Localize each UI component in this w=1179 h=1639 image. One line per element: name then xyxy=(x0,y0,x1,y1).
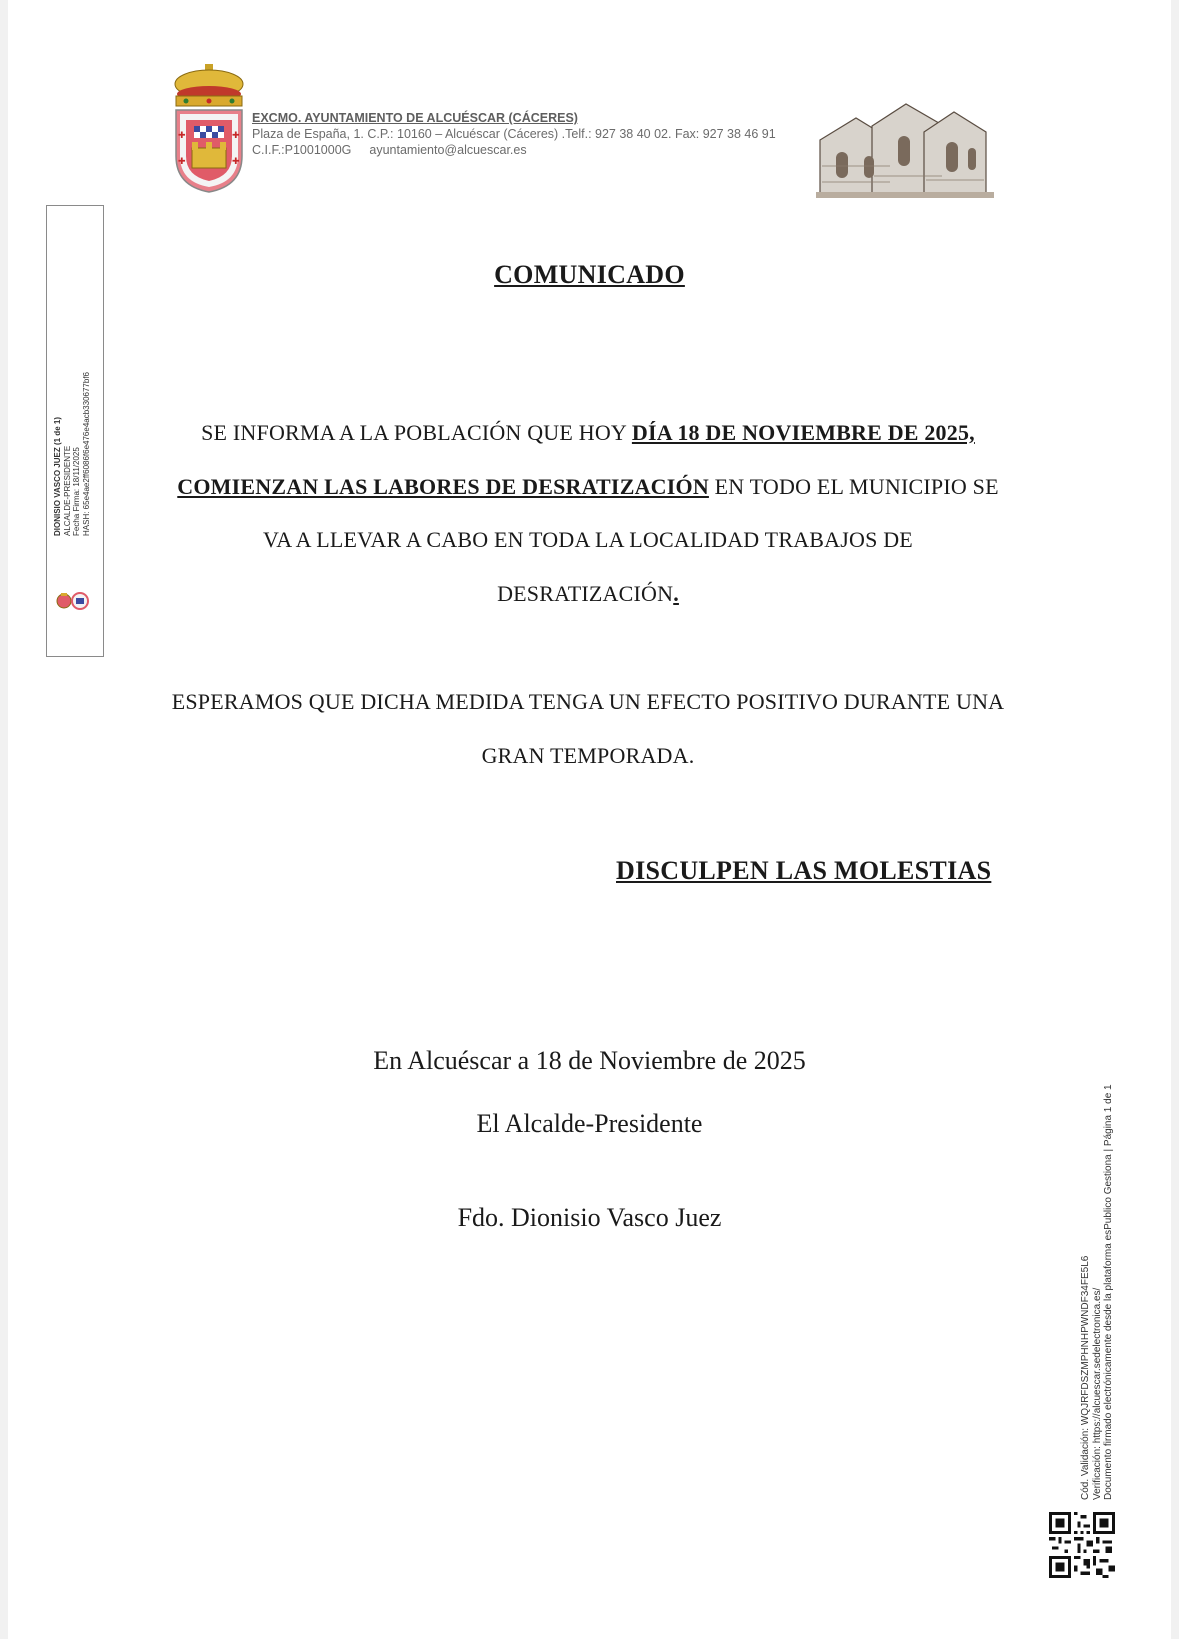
expectation-paragraph: ESPERAMOS QUE DICHA MEDIDA TENGA UN EFECTO POSITIVO DURANTE UNA GRAN TEMPORADA. xyxy=(171,689,1005,768)
document-title: COMUNICADO xyxy=(494,260,685,289)
place-and-date: En Alcuéscar a 18 de Noviembre de 2025 xyxy=(373,1046,806,1075)
apology-text: DISCULPEN LAS MOLESTIAS xyxy=(616,856,992,885)
org-name: EXCMO. AYUNTAMIENTO DE ALCUÉSCAR (CÁCERES) xyxy=(252,111,578,125)
signer-role: El Alcalde-Presidente xyxy=(476,1109,703,1138)
announcement-period: . xyxy=(673,580,679,606)
signature-hash: HASH: 65e4ae2ff6086f6e476e4acb330677bf6 xyxy=(81,372,91,536)
signature-date: Fecha Firma: 18/11/2025 xyxy=(72,447,81,536)
org-cif-email xyxy=(252,142,776,158)
announcement-detail: EN TODO EL MUNICIPIO SE VA A LLEVAR A CABO EN TODA LA LOCALIDAD TRABAJOS DE DESRATIZACIÓN xyxy=(263,473,999,606)
signature-signer: DIONISIO VASCO JUEZ (1 de 1) xyxy=(53,417,62,536)
validation-note: Documento firmado electrónicamente desde la plataforma esPublico Gestiona | Página 1 de 1 xyxy=(1103,1084,1114,1500)
validation-info xyxy=(1080,1084,1115,1500)
signature-role: ALCALDE-PRESIDENTE xyxy=(62,445,72,536)
municipal-crest-logo xyxy=(172,64,246,198)
svg-text:✚: ✚ xyxy=(232,157,240,167)
church-illustration xyxy=(816,96,994,198)
signature-details xyxy=(53,316,91,536)
announcement-paragraph xyxy=(170,406,1006,620)
validation-code: Cód. Validación: WQJRFDSZMPHNHPWNDF34FE5L6 xyxy=(1080,1255,1091,1500)
announcement-date: DÍA 18 DE NOVIEMBRE DE 2025, xyxy=(631,420,975,445)
mini-crest-icon xyxy=(54,589,94,613)
svg-text:✚: ✚ xyxy=(178,157,186,167)
org-cif: C.I.F.:P1001000G xyxy=(252,143,352,157)
announcement-intro: SE INFORMA A LA POBLACIÓN QUE HOY xyxy=(201,420,632,445)
signer-name: Fdo. Dionisio Vasco Juez xyxy=(457,1203,722,1232)
svg-text:✚: ✚ xyxy=(178,131,186,141)
svg-text:✚: ✚ xyxy=(232,131,240,141)
document-page xyxy=(8,0,1171,1639)
qr-code-icon[interactable] xyxy=(1049,1512,1115,1578)
letterhead xyxy=(252,110,776,158)
org-email: ayuntamiento@alcuescar.es xyxy=(369,143,527,157)
announcement-action: COMIENZAN LAS LABORES DE DESRATIZACIÓN xyxy=(177,473,709,499)
org-address: Plaza de España, 1. C.P.: 10160 – Alcuéscar (Cáceres) .Telf.: 927 38 40 02. Fax: 927 38 46 91 xyxy=(252,127,776,141)
validation-url: Verificación: https://alcuescar.sedelectronica.es/ xyxy=(1091,1287,1103,1500)
